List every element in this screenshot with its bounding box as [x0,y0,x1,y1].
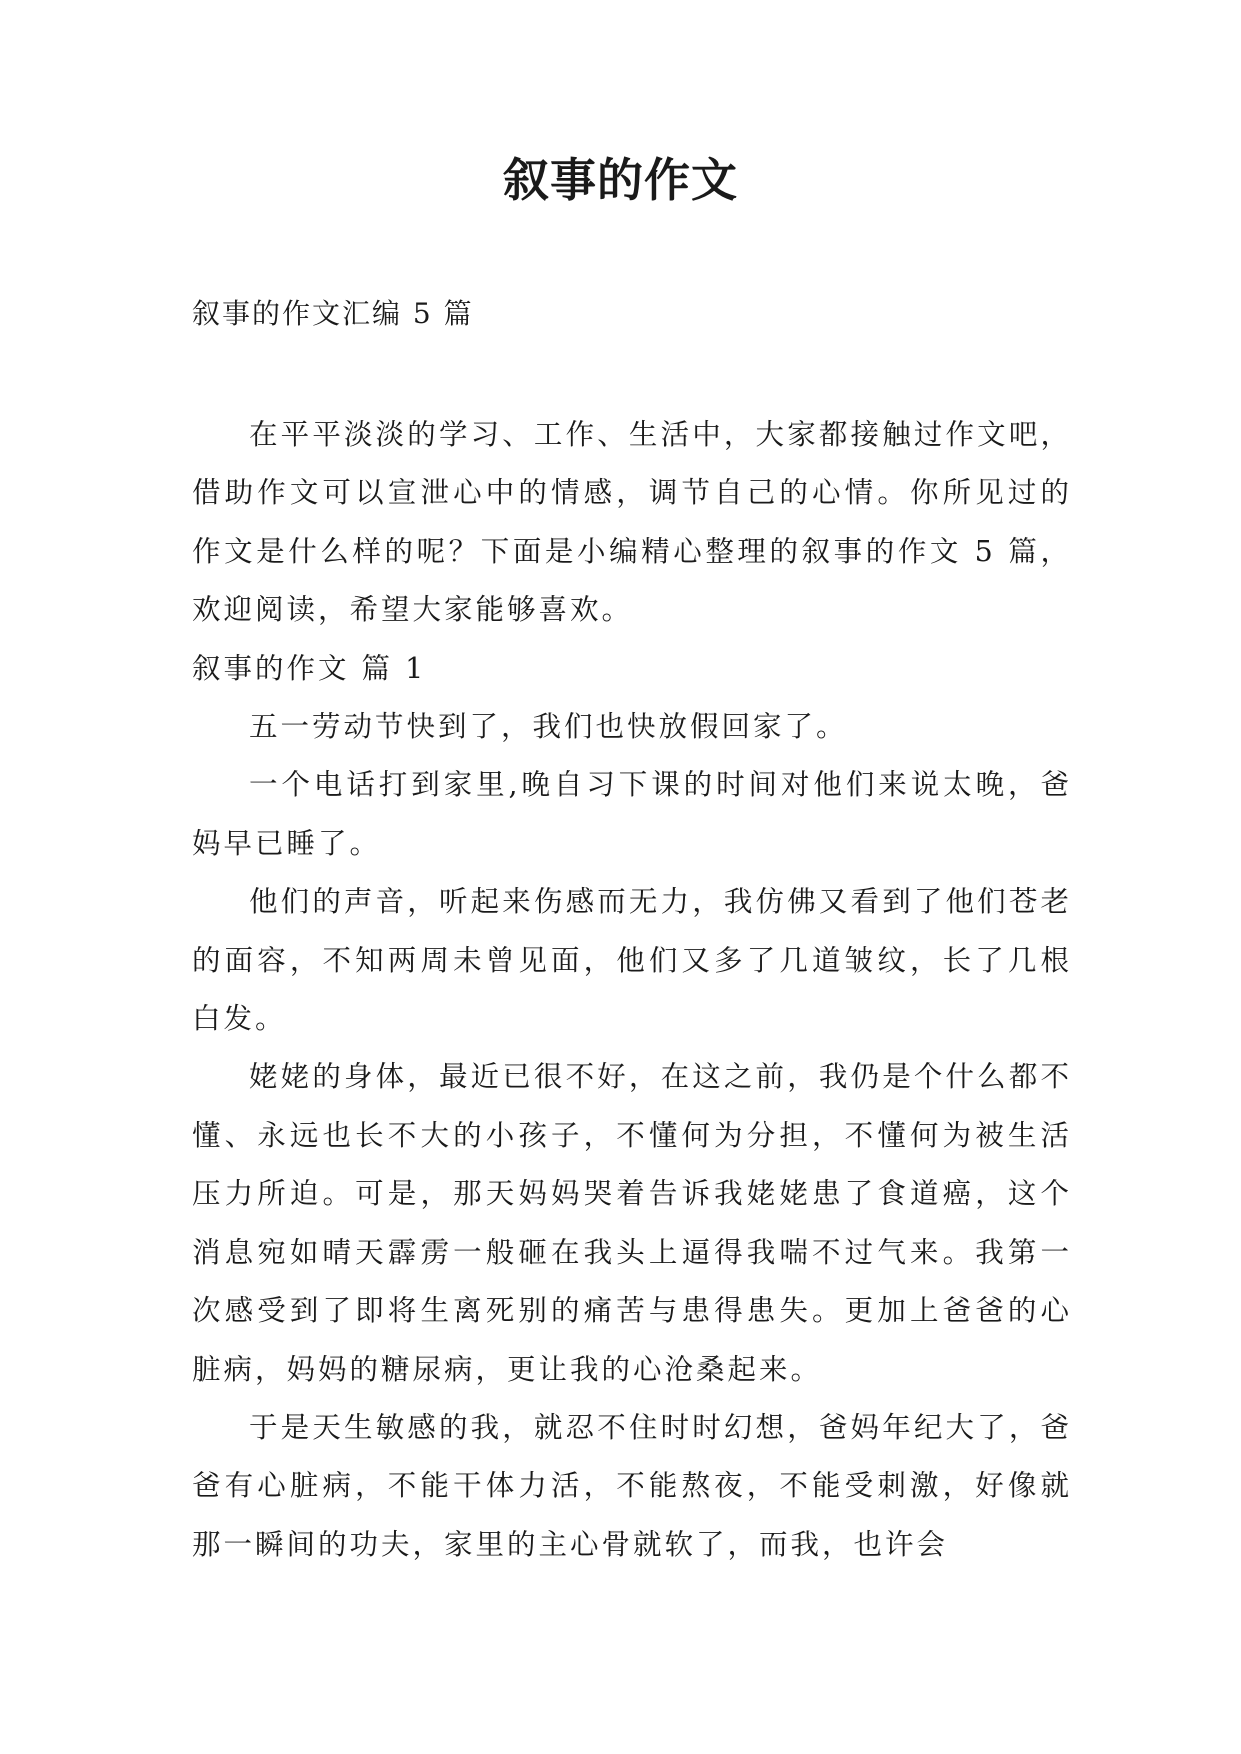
body-paragraph: 五一劳动节快到了，我们也快放假回家了。 [249,710,848,744]
body-paragraph: 他们的声音，听起来伤感而无力，我仿佛又看到了他们苍老的面容，不知两周未曾见面，他们又多了几道皱纹，长了几根白发。 [192,885,1072,1036]
document-subtitle: 叙事的作文汇编 5 篇 [192,297,474,330]
intro-paragraph: 在平平淡淡的学习、工作、生活中，大家都接触过作文吧，借助作文可以宣泄心中的情感，调节自己的心情。你所见过的作文是什么样的呢？下面是小编精心整理的叙事的作文 5 篇，欢迎阅读，希望大家能够喜欢。 [192,418,1072,627]
body-paragraph: 于是天生敏感的我，就忍不住时时幻想，爸妈年纪大了，爸爸有心脏病，不能干体力活，不能熬夜，不能受刺激，好像就那一瞬间的功夫，家里的主心骨就软了，而我，也许会 [192,1410,1072,1561]
body-paragraph: 一个电话打到家里,晚自习下课的时间对他们来说太晚，爸妈早已睡了。 [192,768,1072,860]
body-paragraph: 姥姥的身体，最近已很不好，在这之前，我仍是个什么都不懂、永远也长不大的小孩子，不懂何为分担，不懂何为被生活压力所迫。可是，那天妈妈哭着告诉我姥姥患了食道癌，这个消息宛如晴天霹雳一般砸在我头上逼得我喘不过气来。我第一次感受到了即将生离死别的痛苦与患得患失。更加上爸爸的心脏病，妈妈的糖尿病，更让我的心沧桑起来。 [192,1060,1072,1386]
document-title: 叙事的作文 [503,153,738,207]
section-heading: 叙事的作文 篇 1 [192,651,427,685]
document-body [192,406,1072,1574]
